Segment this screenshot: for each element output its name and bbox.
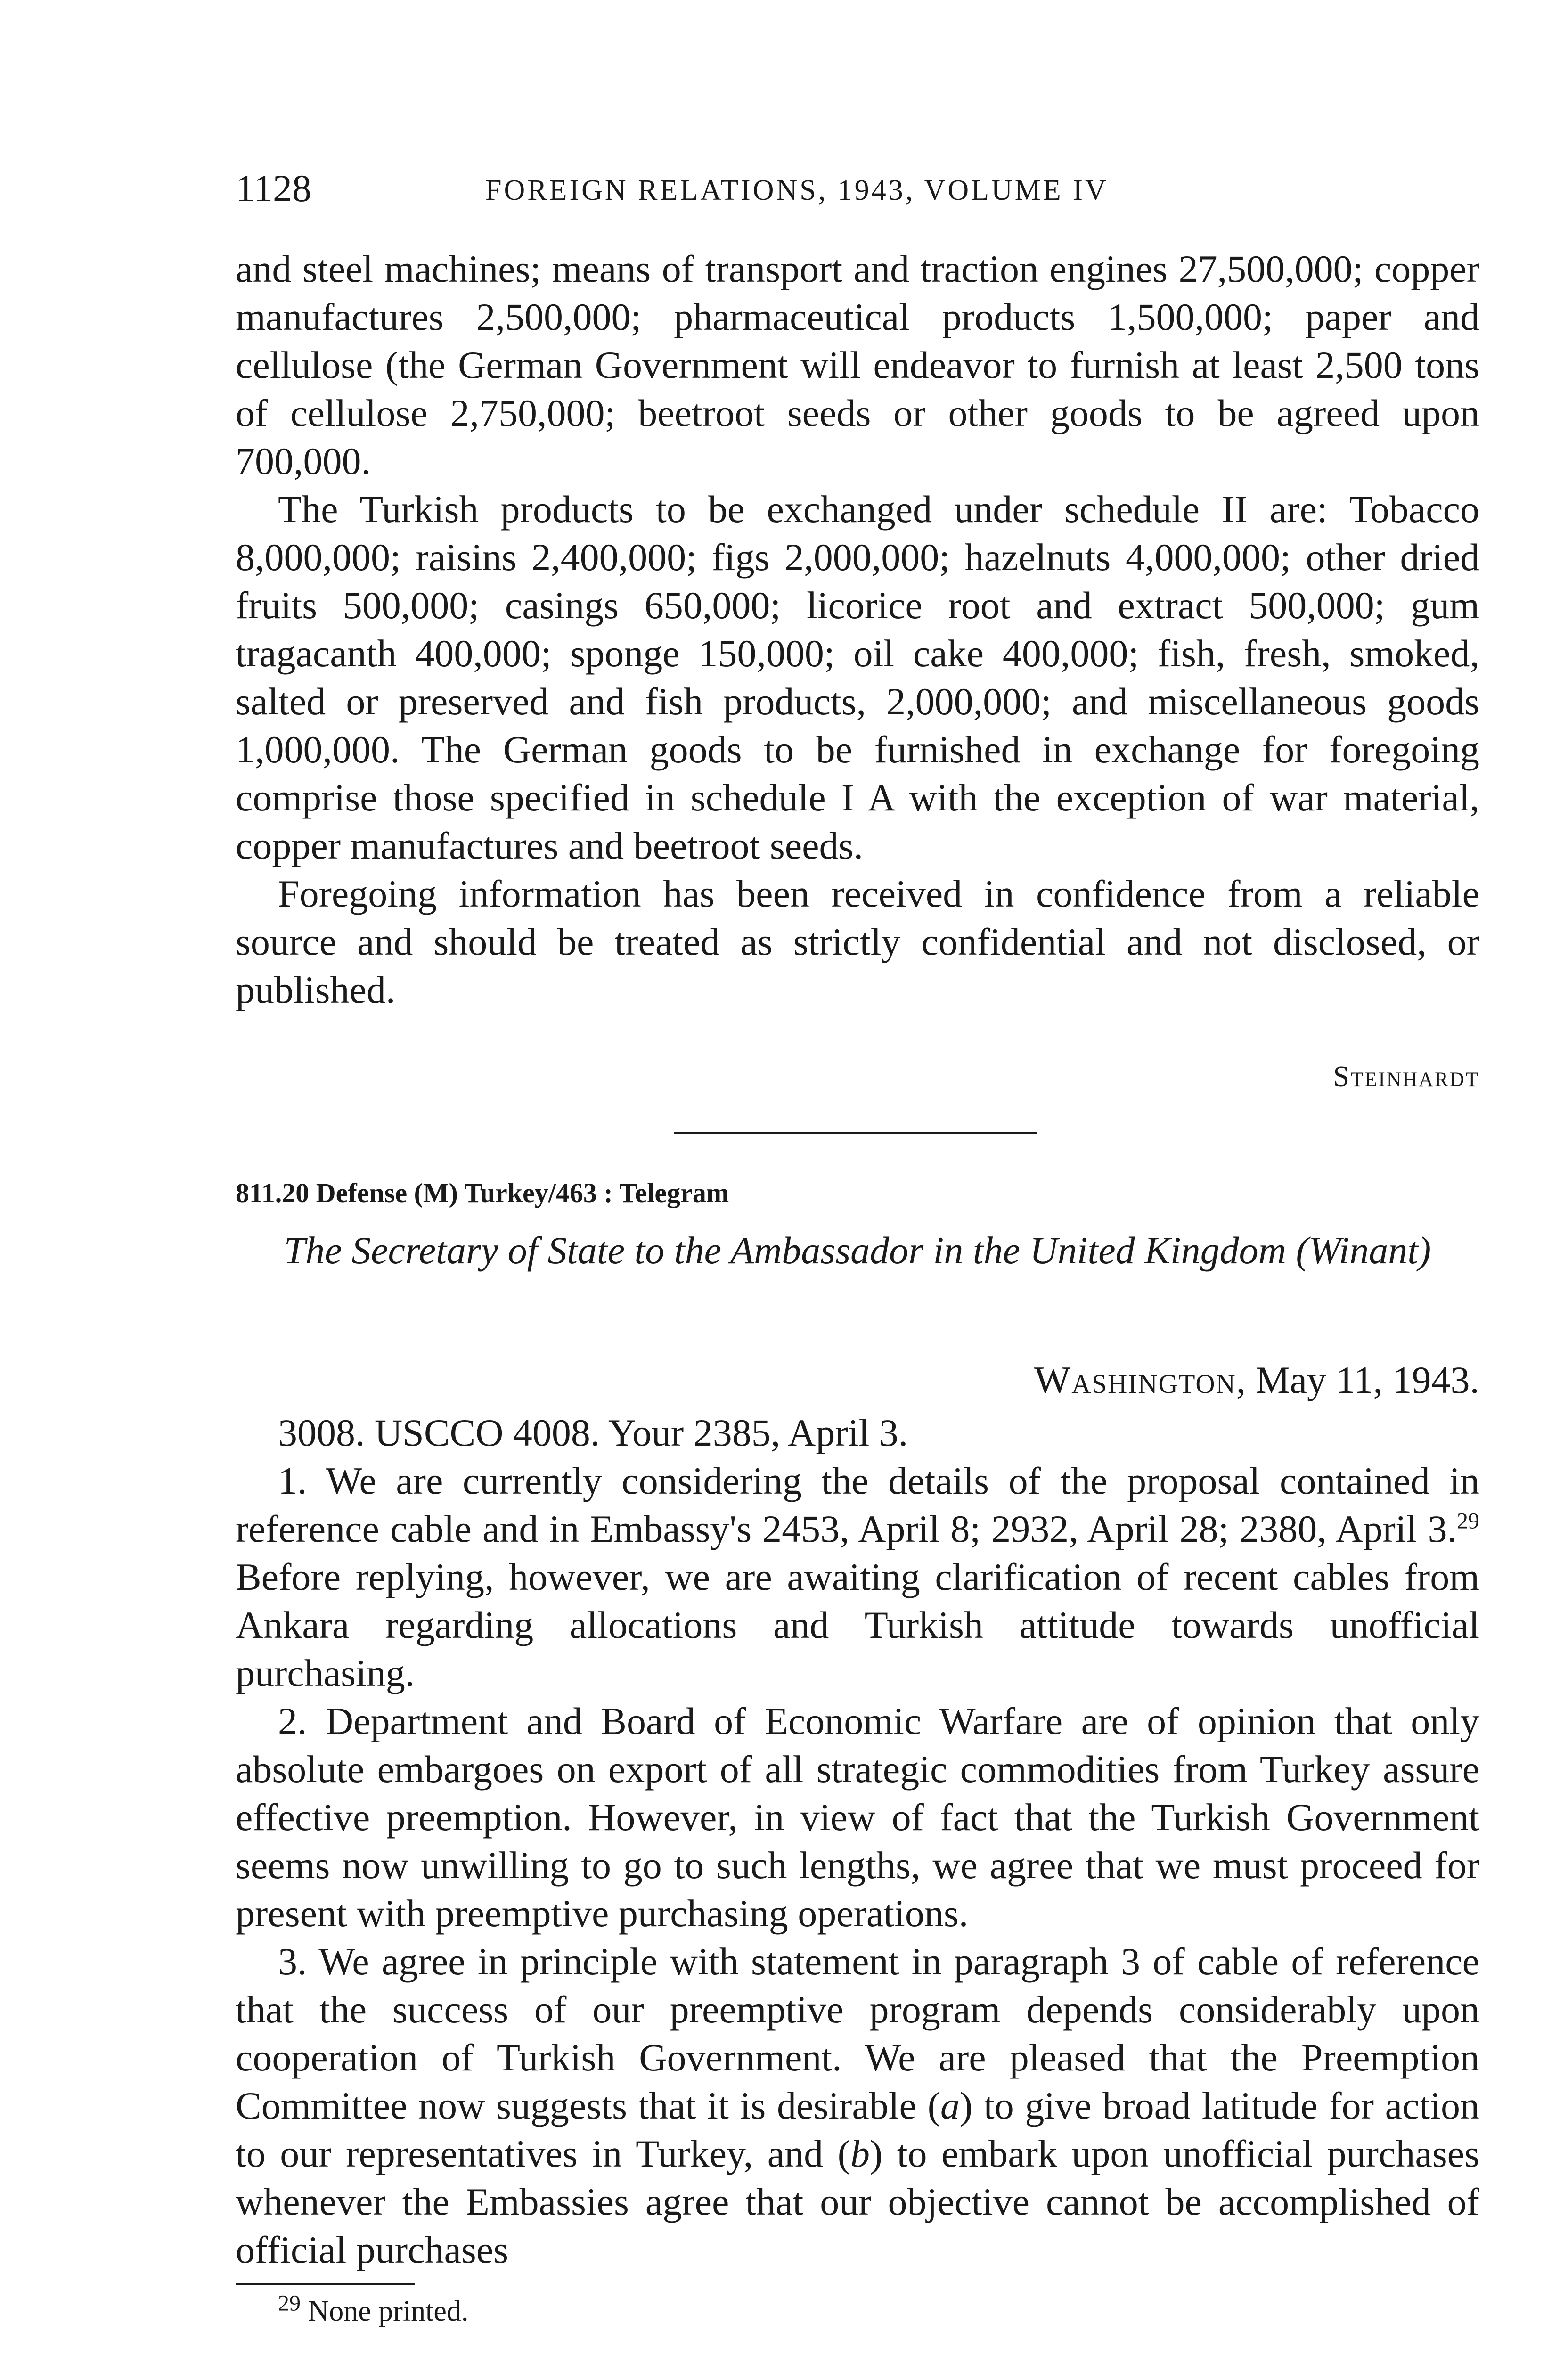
dateline-place: Washington — [1034, 1358, 1236, 1401]
item-letter-b: b — [850, 2132, 870, 2175]
telegram-body — [236, 1409, 1479, 2274]
paragraph-3-text-2: ) to give broad latitude for action to our representatives in Turkey, and ( — [236, 2084, 1479, 2175]
footnote-divider — [236, 2283, 415, 2285]
paragraph-continued: and steel machines; means of transport and traction engines 27,500,000; copper manufactures 2,500,000; pharmaceutical products 1,500,000; paper and cellulose (the German Government will endeavor to furnish at least 2,500 tons of cellulose 2,750,000; beetroot seeds or other goods to be agreed upon 700,000. — [236, 247, 1479, 483]
dateline-date: , May 11, 1943. — [1236, 1358, 1479, 1401]
continued-telegram-body — [236, 245, 1479, 1014]
page-number: 1128 — [236, 167, 311, 210]
paragraph-3 — [236, 1938, 1479, 2274]
footnote-reference: 29 — [1457, 1508, 1479, 1534]
signature: Steinhardt — [1333, 1061, 1479, 1093]
item-letter-a: a — [940, 2084, 960, 2127]
paragraph-1-text: 1. We are currently considering the details of the proposal contained in reference cable and in Embassy's 2453, April 8; 2932, April 28; 2380, April 3. — [236, 1459, 1479, 1550]
paragraph-turkish-products: The Turkish products to be exchanged under schedule II are: Tobacco 8,000,000; raisins 2,400,000; figs 2,000,000; hazelnuts 4,000,000; other dried fruits 500,000; casings 650,000; licorice root and extract 500,000; gum tragacanth 400,000; sponge 150,000; oil cake 400,000; fish, fresh, smoked, salted or preserved and fish products, 2,000,000; and miscellaneous goods 1,000,000. The German goods to be furnished in exchange for foregoing comprise those specified in schedule I A with the exception of war material, copper manufactures and beetroot seeds. — [236, 488, 1479, 867]
paragraph-3-text-3: ) to embark upon unofficial purchases whenever the Embassies agree that our objective cannot be accomplished of official purchases — [236, 2132, 1479, 2271]
footnote — [278, 2291, 469, 2328]
paragraph-1-continued: Before replying, however, we are awaiting clarification of recent cables from Ankara regarding allocations and Turkish attitude towards unofficial purchasing. — [236, 1555, 1479, 1694]
running-head: FOREIGN RELATIONS, 1943, VOLUME IV — [485, 174, 1109, 206]
paragraph-3-text: 3. We agree in principle with statement in paragraph 3 of cable of reference that the success of our preemptive program depends considerably upon cooperation of Turkish Government. We are pleased that the Preemption Committee now suggests that it is desirable ( — [236, 1940, 1479, 2127]
section-divider — [674, 1132, 1037, 1134]
paragraph-1 — [236, 1457, 1479, 1697]
page-header — [236, 165, 1479, 221]
telegram-opening: 3008. USCCO 4008. Your 2385, April 3. — [278, 1411, 908, 1454]
paragraph-2: 2. Department and Board of Economic Warfare are of opinion that only absolute embargoes on export of all strategic commodities from Turkey assure effective preemption. However, in view of fact that the Turkish Government seems now unwilling to go to such lengths, we agree that we must proceed for present with preemptive purchasing operations. — [236, 1700, 1479, 1935]
footnote-text: None printed. — [301, 2295, 469, 2327]
file-reference: 811.20 Defense (M) Turkey/463 : Telegram — [236, 1178, 729, 1208]
paragraph-confidential: Foregoing information has been received in confidence from a reliable source and should be treated as strictly confidential and not disclosed, or published. — [236, 872, 1479, 1011]
document-title: The Secretary of State to the Ambassador in the United Kingdom (Winant) — [284, 1229, 1431, 1272]
dateline — [1034, 1358, 1479, 1402]
footnote-mark: 29 — [278, 2291, 301, 2316]
